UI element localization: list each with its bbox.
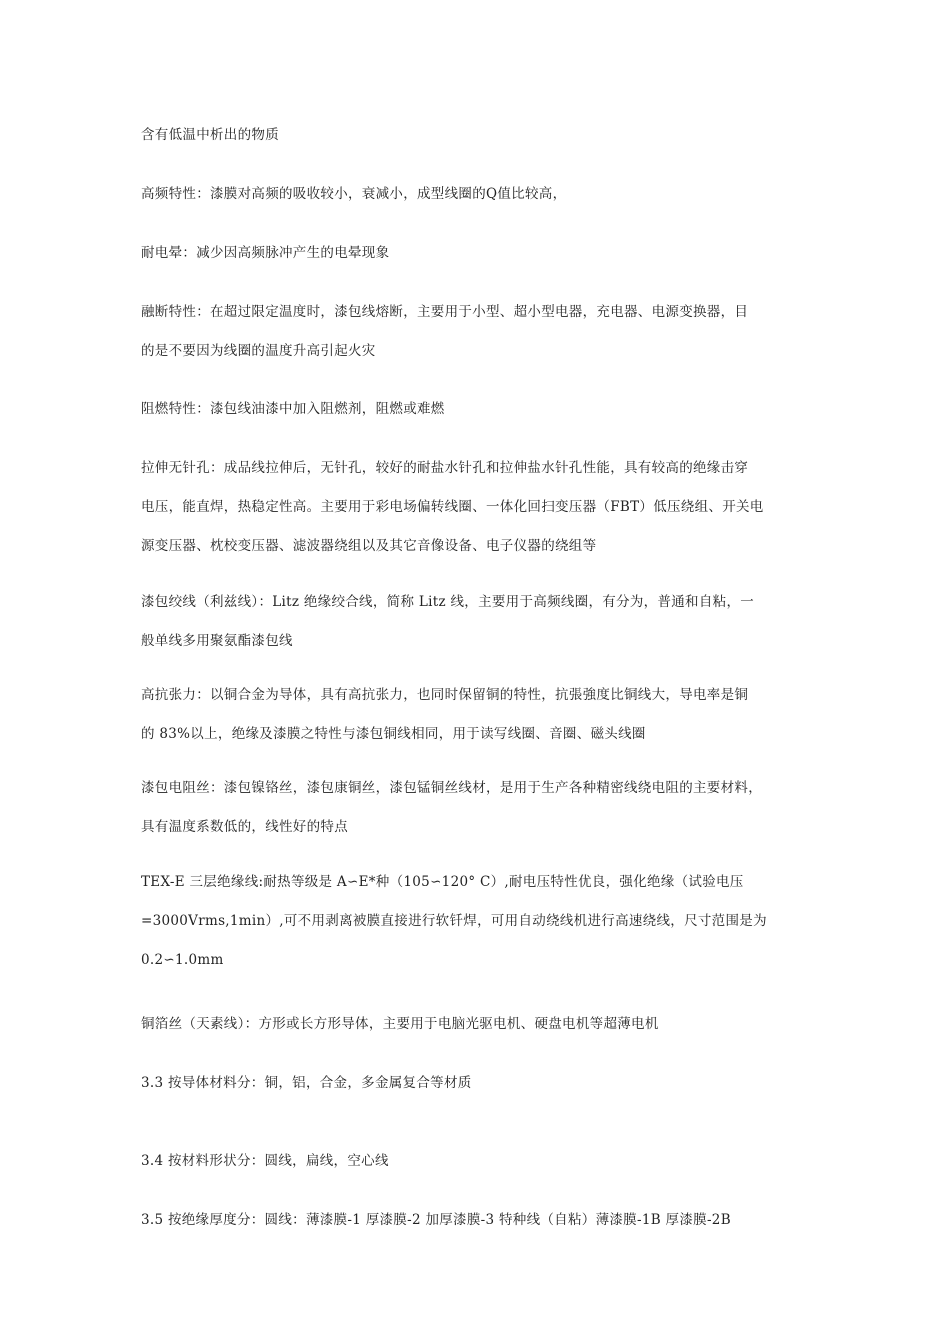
text-line: 高抗张力：以铜合金为导体，具有高抗张力，也同时保留铜的特性，抗張強度比铜线大，导电率是铜 xyxy=(141,687,749,703)
text-line: 拉伸无针孔：成品线拉伸后，无针孔，较好的耐盐水针孔和拉伸盐水针孔性能，具有较高的绝缘击穿 xyxy=(141,460,749,476)
text-line: 3.5 按绝缘厚度分：圆线：薄漆膜-1 厚漆膜-2 加厚漆膜-3 特种线（自粘）薄漆膜-1B 厚漆膜-2B xyxy=(141,1212,731,1228)
paragraph-high-tensile xyxy=(141,676,811,754)
text-line: 的是不要因为线圈的温度升高引起火灾 xyxy=(141,343,376,359)
paragraph-high-frequency xyxy=(141,175,811,214)
text-line: 3.4 按材料形状分：圆线，扁线，空心线 xyxy=(141,1153,389,1169)
text-line: 铜箔丝（天素线）：方形或长方形导体，主要用于电脑光驱电机、硬盘电机等超薄电机 xyxy=(141,1016,659,1032)
paragraph-copper-foil xyxy=(141,1005,811,1044)
text-line: 0.2∽1.0mm xyxy=(141,952,224,968)
text-line: TEX-E 三层绝缘线:耐热等级是 A∽E*种（105∽120° C）,耐电压特性优良，强化绝缘（试验电压 xyxy=(141,874,744,890)
text-line: 的 83%以上，绝缘及漆膜之特性与漆包铜线相同，用于读写线圈、音圈、磁头线圈 xyxy=(141,726,646,742)
text-line: 阻燃特性：漆包线油漆中加入阻燃剂，阻燃或难燃 xyxy=(141,401,445,417)
paragraph-section-3-5 xyxy=(141,1201,811,1240)
text-line: 耐电晕：减少因高频脉冲产生的电晕现象 xyxy=(141,245,390,261)
paragraph-section-3-3 xyxy=(141,1064,811,1103)
text-line: 融断特性：在超过限定温度时，漆包线熔断，主要用于小型、超小型电器，充电器、电源变换器，目 xyxy=(141,304,749,320)
text-line: =3000Vrms,1min）,可不用剥离被膜直接进行软钎焊，可用自动绕线机进行高速绕线，尺寸范围是为 xyxy=(141,913,767,929)
text-line: 具有温度系数低的，线性好的特点 xyxy=(141,819,348,835)
paragraph-litz-wire xyxy=(141,583,811,661)
text-line: 漆包电阻丝：漆包镍铬丝，漆包康铜丝，漆包锰铜丝线材，是用于生产各种精密线绕电阻的主要材料， xyxy=(141,780,762,796)
text-line: 高频特性：漆膜对高频的吸收较小，衰减小，成型线圈的Q值比较高， xyxy=(141,186,567,202)
text-line: 漆包绞线（利兹线）：Litz 绝缘绞合线，简称 Litz 线，主要用于高频线圈，有分为，普通和自粘，一 xyxy=(141,594,755,610)
paragraph-corona-resistance xyxy=(141,234,811,273)
text-line: 电压，能直焊，热稳定性高。主要用于彩电场偏转线圈、一体化回扫变压器（FBT）低压绕组、开关电 xyxy=(141,499,764,515)
paragraph-flame-retardant xyxy=(141,390,811,429)
text-line: 般单线多用聚氨酯漆包线 xyxy=(141,633,293,649)
paragraph-resistance-wire xyxy=(141,769,811,847)
paragraph-fusing xyxy=(141,293,811,371)
paragraph-section-3-4 xyxy=(141,1142,811,1181)
paragraph-no-pinhole xyxy=(141,449,811,566)
text-line: 源变压器、枕校变压器、滤波器绕组以及其它音像设备、电子仪器的绕组等 xyxy=(141,538,597,554)
text-line: 含有低温中析出的物质 xyxy=(141,127,279,143)
text-line: 3.3 按导体材料分：铜，铝，合金，多金属复合等材质 xyxy=(141,1075,472,1091)
paragraph-low-temp xyxy=(141,116,811,155)
paragraph-tex-e xyxy=(141,863,811,980)
